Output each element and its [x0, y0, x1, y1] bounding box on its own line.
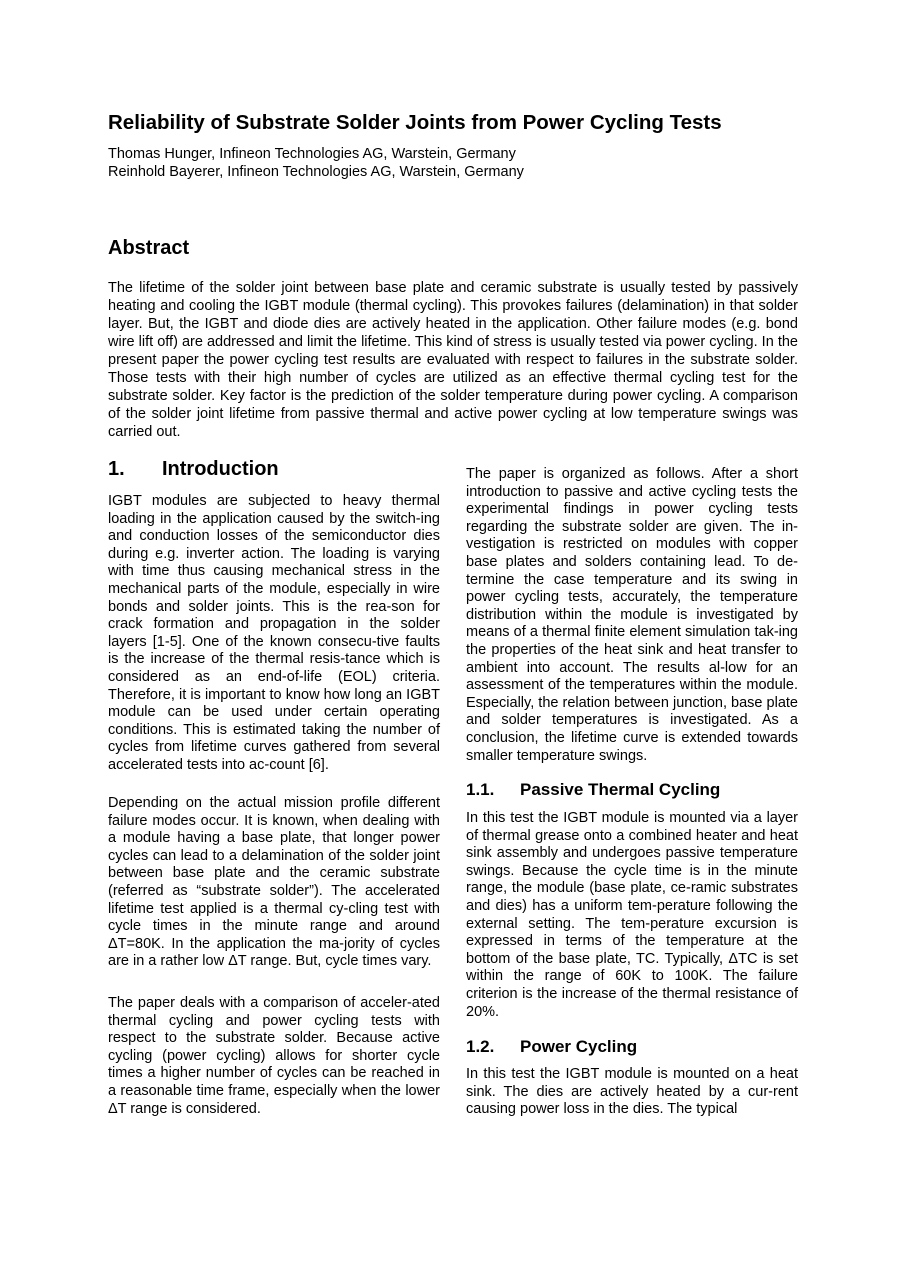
- paper-title: Reliability of Substrate Solder Joints from Power Cycling Tests: [108, 111, 722, 134]
- author-line: Reinhold Bayerer, Infineon Technologies AG, Warstein, Germany: [108, 164, 524, 180]
- abstract-heading: Abstract: [108, 237, 190, 259]
- section-title: Introduction: [162, 458, 279, 480]
- section-number: 1.1.: [466, 780, 495, 799]
- intro-paragraph-4: The paper is organized as follows. After a short introduction to passive and active cycling tests the experimental findings in power cycling tests regarding the substrate solder are given. The in-vestigation is restricted on modules with copper base plates and solders containing lead. To de-termine the case temperature and its swing in power cycling tests, accurately, the temperature distribution within the module is investigated by means of a thermal finite element simulation tak-ing the properties of the heat sink and heat transfer to ambient into account. The results al-low for an assessment of the temperatures within the module. Especially, the relation between junction, base plate and solder temperatures is investigated. As a conclusion, the lifetime curve is extended towards smaller temperature swings.: [466, 466, 798, 764]
- passive-thermal-cycling-text: In this test the IGBT module is mounted via a layer of thermal grease onto a combined heater and heat sink assembly and undergoes passive temperature swings. Because the cycle time is in the minute range, the module (base plate, ce-ramic substrates and dies) has a uniform tem-perature following the external setting. The tem-perature excursion is expressed in terms of the temperature at the bottom of the base plate, TC. Typically, ΔTC is set within the range of 60K to 100K. The failure criterion is the increase of the thermal resistance of 20%.: [466, 810, 798, 1020]
- section-title: Passive Thermal Cycling: [520, 780, 721, 799]
- abstract-text: The lifetime of the solder joint between base plate and ceramic substrate is usually tested by passively heating and cooling the IGBT module (thermal cycling). This provokes failures (delamination) in that solder layer. But, the IGBT and diode dies are actively heated in the application. Other failure modes (e.g. bond wire lift off) are addressed and limit the lifetime. This kind of stress is usually tested via power cycling. In the present paper the power cycling test results are evaluated with respect to failures in the substrate solder. Those tests with their high number of cycles are utilized as an effective thermal cycling test for the substrate solder. Key factor is the prediction of the solder temperature during power cycling. A comparison of the solder joint lifetime from passive thermal and active power cycling at low temperature swings was carried out.: [108, 280, 798, 440]
- intro-paragraph-1: IGBT modules are subjected to heavy thermal loading in the application caused by the switch-ing and conduction losses of the semiconductor dies during e.g. inverter action. The loading is varying with time thus causing mechanical stress in the mechanical parts of the module, especially in wire bonds and solder joints. This is the rea-son for crack formation and propagation in the solder layers [1-5]. One of the known consecu-tive faults is the increase of the thermal resis-tance which is considered as an end-of-life (EOL) criteria. Therefore, it is important to know how long an IGBT module can be used under certain operating conditions. This is estimated taking the number of cycles from lifetime curves gathered from several accelerated tests into ac-count [6].: [108, 493, 440, 773]
- author-list: [108, 145, 808, 181]
- power-cycling-text: In this test the IGBT module is mounted on a heat sink. The dies are actively heated by a cur-rent causing power loss in the dies. The typical: [466, 1066, 798, 1118]
- section-number: 1.2.: [466, 1037, 495, 1056]
- intro-paragraph-2: Depending on the actual mission profile different failure modes occur. It is known, when dealing with a module having a base plate, that longer power cycles can lead to a delamination of the solder joint between base plate and the ceramic substrate (referred as “substrate solder”). The accelerated lifetime test applied is a thermal cy-cling test with cycle times in the minute range and around ΔT=80K. In the application the ma-jority of cycles are in a rather low ΔT range. But, cycle times vary.: [108, 795, 440, 970]
- section-heading-passive-thermal-cycling: [466, 780, 720, 800]
- section-heading-power-cycling: [466, 1037, 637, 1057]
- section-heading-introduction: [108, 457, 279, 481]
- section-title: Power Cycling: [520, 1037, 638, 1056]
- intro-paragraph-3: The paper deals with a comparison of acceler-ated thermal cycling and power cycling tests with respect to the substrate solder. Because active cycling (power cycling) allows for shorter cycle times a higher number of cycles can be reached in a reasonable time frame, especially when the lower ΔT range is considered.: [108, 995, 440, 1117]
- author-line: Thomas Hunger, Infineon Technologies AG, Warstein, Germany: [108, 146, 516, 162]
- section-number: 1.: [108, 458, 125, 480]
